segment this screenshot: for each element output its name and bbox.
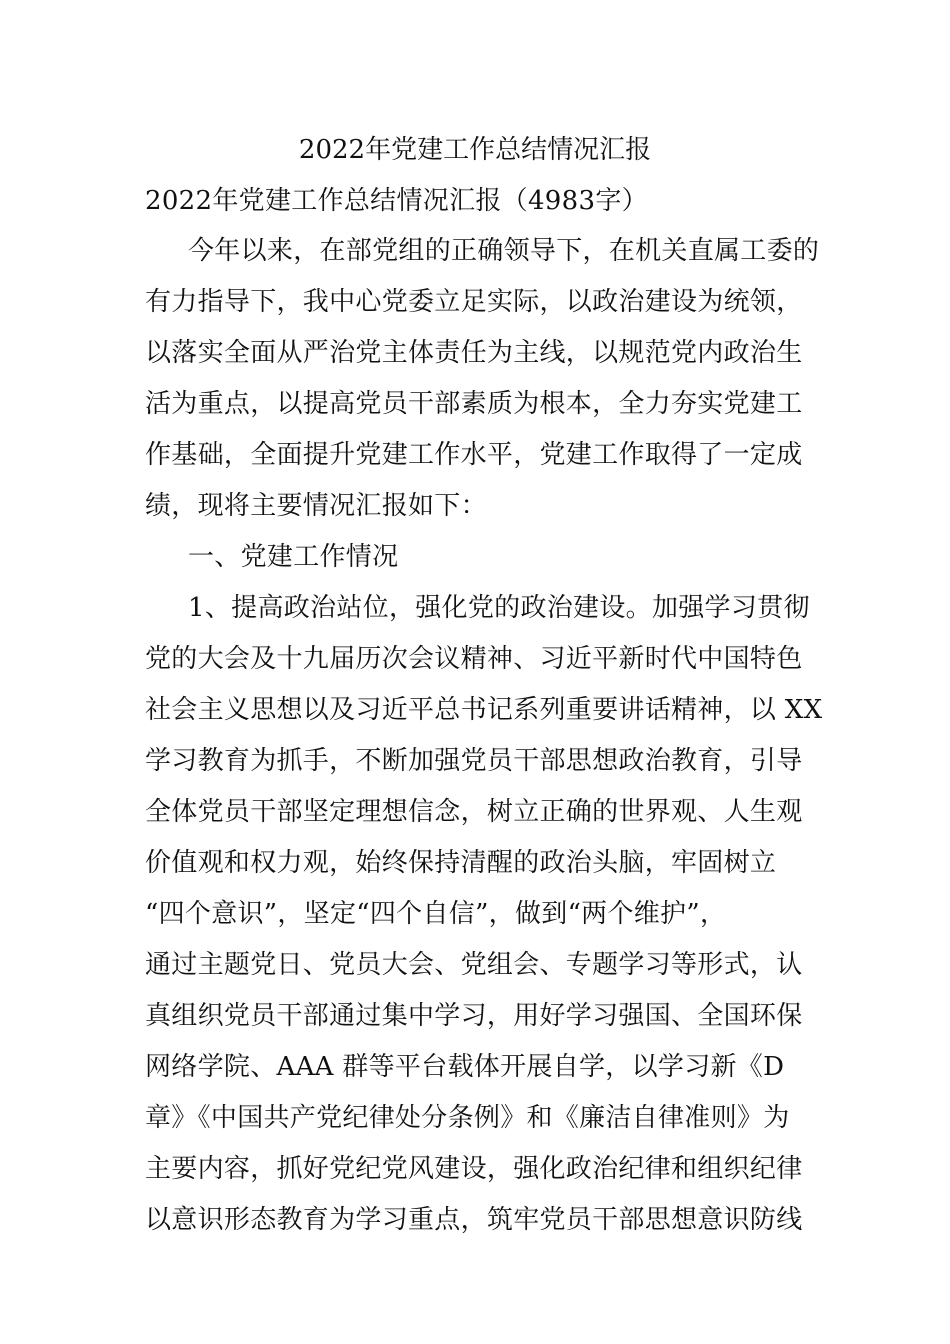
document-title: 2022年党建工作总结情况汇报 bbox=[298, 135, 652, 165]
paragraph-line: 作基础，全面提升党建工作水平，党建工作取得了一定成 bbox=[145, 440, 803, 470]
paragraph-line: “四个意识”，坚定“四个自信”，做到“两个维护”， bbox=[145, 899, 727, 929]
paragraph-line: 通过主题党日、党员大会、党组会、专题学习等形式，认 bbox=[145, 950, 803, 980]
paragraph-line: 全体党员干部坚定理想信念，树立正确的世界观、人生观 bbox=[145, 797, 803, 827]
paragraph-line: 学习教育为抓手，不断加强党员干部思想政治教育，引导 bbox=[145, 746, 803, 776]
paragraph-line: 章》《中国共产党纪律处分条例》和《廉洁自律准则》为 bbox=[145, 1103, 790, 1133]
document-subtitle: 2022年党建工作总结情况汇报（4983字） bbox=[145, 186, 648, 216]
paragraph-line: 以落实全面从严治党主体责任为主线，以规范党内政治生 bbox=[145, 338, 803, 368]
paragraph-line: 绩，现将主要情况汇报如下： bbox=[145, 491, 487, 521]
section-heading: 一、党建工作情况 bbox=[188, 542, 399, 572]
paragraph-line: 网络学院、AAA 群等平台载体开展自学，以学习新《D bbox=[145, 1052, 785, 1082]
paragraph-line: 主要内容，抓好党纪党风建设，强化政治纪律和组织纪律 bbox=[145, 1154, 803, 1184]
paragraph-line: 有力指导下，我中心党委立足实际，以政治建设为统领， bbox=[145, 287, 803, 317]
paragraph-line: 价值观和权力观，始终保持清醒的政治头脑，牢固树立 bbox=[145, 848, 777, 878]
paragraph-line: 党的大会及十九届历次会议精神、习近平新时代中国特色 bbox=[145, 644, 803, 674]
paragraph-line: 社会主义思想以及习近平总书记系列重要讲话精神，以 XX bbox=[145, 695, 823, 725]
paragraph-line: 今年以来，在部党组的正确领导下，在机关直属工委的 bbox=[188, 236, 820, 266]
paragraph-line: 以意识形态教育为学习重点，筑牢党员干部思想意识防线 bbox=[145, 1205, 803, 1235]
paragraph-line: 活为重点，以提高党员干部素质为根本，全力夯实党建工 bbox=[145, 389, 803, 419]
paragraph-line: 1、提高政治站位，强化党的政治建设。加强学习贯彻 bbox=[188, 593, 810, 623]
paragraph-line: 真组织党员干部通过集中学习，用好学习强国、全国环保 bbox=[145, 1001, 803, 1031]
